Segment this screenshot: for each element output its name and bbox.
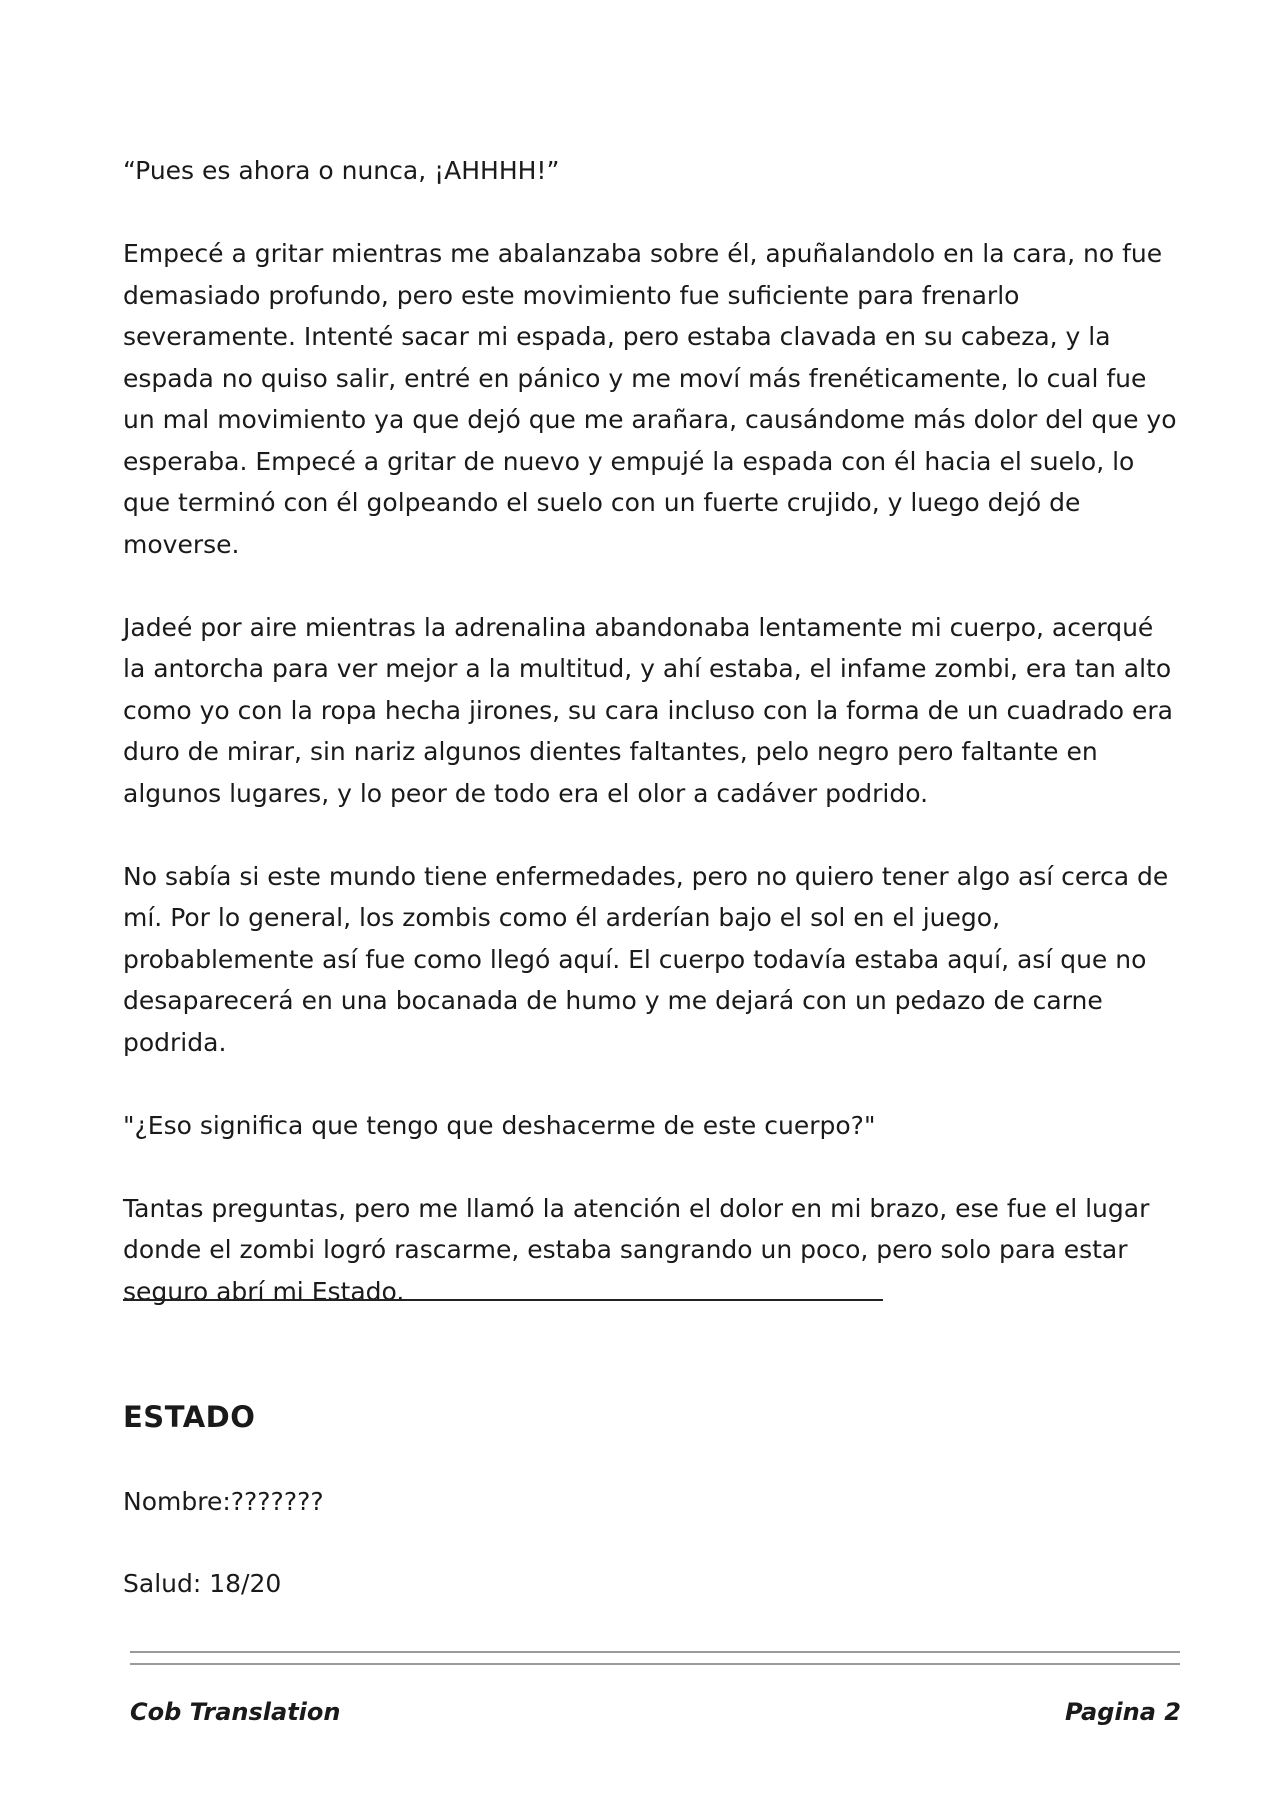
paragraph: No sabía si este mundo tiene enfermedades, pero no quiero tener algo así cerca de mí. Por lo general, los zombis como él arderían bajo el sol en el juego, probablemente así fue como llegó aquí. El cuerpo todavía estaba aquí, así que no desaparecerá en una bocanada de humo y me dejará con un pedazo de carne podrida. bbox=[123, 861, 1169, 1057]
paragraph: Tantas preguntas, pero me llamó la atención el dolor en mi brazo, ese fue el lugar donde el zombi logró rascarme, estaba sangrando un poco, pero solo para estar seguro abrí mi Estado. bbox=[123, 1193, 1150, 1306]
paragraph: "¿Eso significa que tengo que deshacerme de este cuerpo?" bbox=[123, 1110, 876, 1140]
status-heading: ESTADO bbox=[123, 1400, 256, 1434]
footer-translator-credit: Cob Translation bbox=[130, 1698, 341, 1726]
paragraph: “Pues es ahora o nunca, ¡AHHHH!” bbox=[123, 156, 560, 185]
status-name-line: Nombre:??????? bbox=[123, 1487, 324, 1516]
footer-divider-top bbox=[130, 1651, 1180, 1653]
section-divider bbox=[123, 1299, 883, 1301]
footer-divider-bottom bbox=[130, 1663, 1180, 1665]
status-health-line: Salud: 18/20 bbox=[123, 1569, 282, 1598]
footer-page-number: Pagina 2 bbox=[1065, 1698, 1181, 1726]
paragraph: Jadeé por aire mientras la adrenalina abandonaba lentamente mi cuerpo, acerqué la antorcha para ver mejor a la multitud, y ahí estaba, el infame zombi, era tan alto como yo con la ropa hecha jirones, su cara incluso con la forma de un cuadrado era duro de mirar, sin nariz algunos dientes faltantes, pelo negro pero faltante en algunos lugares, y lo peor de todo era el olor a cadáver podrido. bbox=[123, 612, 1173, 808]
paragraph: Empecé a gritar mientras me abalanzaba sobre él, apuñalandolo en la cara, no fue demasiado profundo, pero este movimiento fue suficiente para frenarlo severamente. Intenté sacar mi espada, pero estaba clavada en su cabeza, y la espada no quiso salir, entré en pánico y me moví más frenéticamente, lo cual fue un mal movimiento ya que dejó que me arañara, causándome más dolor del que yo esperaba. Empecé a gritar de nuevo y empujé la espada con él hacia el suelo, lo que terminó con él golpeando el suelo con un fuerte crujido, y luego dejó de moverse. bbox=[123, 239, 1177, 559]
body-text bbox=[123, 150, 1183, 1354]
